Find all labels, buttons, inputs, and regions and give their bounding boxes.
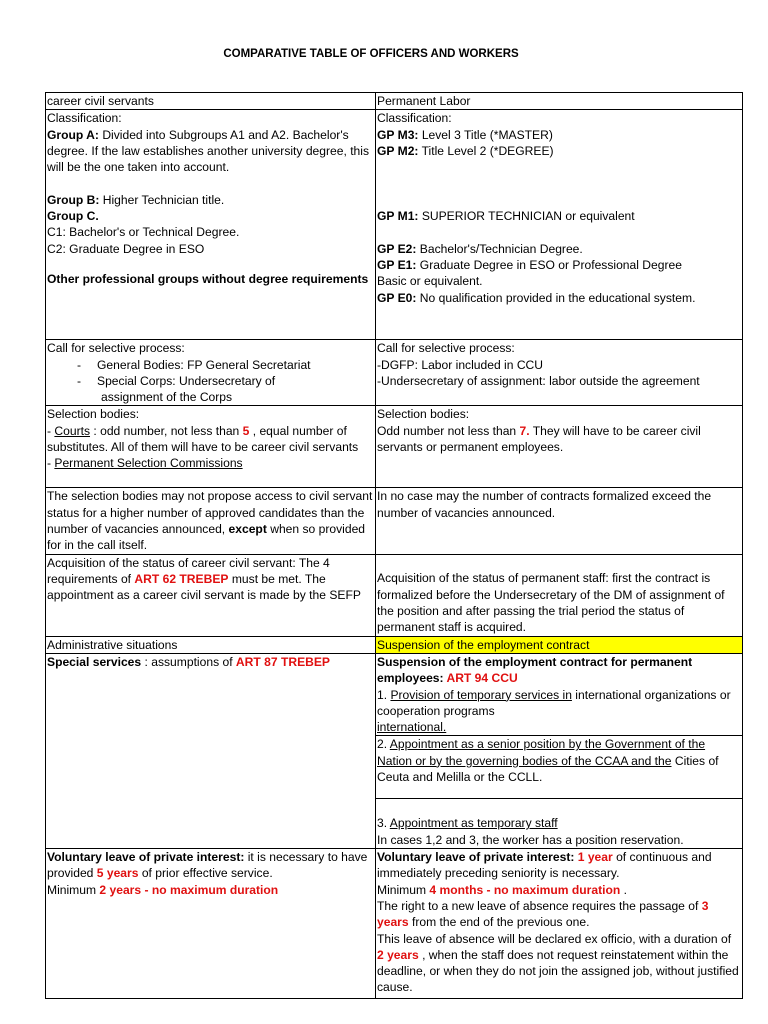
- classification-permanent-labor: [376, 110, 743, 340]
- gp-e2-text: GP E2: Bachelor's/Technician Degree.: [377, 241, 583, 256]
- other-groups-label: Other professional groups without degree requirements: [47, 271, 369, 286]
- call-row: [46, 340, 743, 406]
- courts-label: Courts: [54, 423, 91, 438]
- call-item-special-corps: - Special Corps: Undersecretary of: [77, 373, 276, 388]
- access-permanent-labor: In no case may the number of contracts formalized exceed the number of vacancies announced.: [376, 488, 743, 554]
- group-a-text: Group A: Divided into Subgroups A1 and A2. Bachelor's degree. If the law establishes another university degree, this will be the one taken into account.: [47, 127, 370, 175]
- selection-right-text: Odd number not less than 7. They will have to be career civil servants or permanent employees.: [377, 423, 701, 455]
- leave-new-right: The right to a new leave of absence requires the passage of 3 years from the end of the previous one.: [377, 898, 709, 930]
- c2-text: C2: Graduate Degree in ESO: [47, 241, 205, 256]
- classification-heading-right: Classification:: [377, 111, 452, 126]
- special-permanent-labor: [376, 653, 743, 848]
- call-civil-servants: [46, 340, 376, 406]
- situations-permanent-labor: Suspension of the employment contract: [376, 636, 743, 653]
- gp-e0-text: GP E0: No qualification provided in the educational system.: [377, 290, 696, 305]
- leave-ex-officio: This leave of absence will be declared ex officio, with a duration of 2 years , when the staff does not request reinstatement within the deadline, or when they do not join the assigned job, without justified cause.: [377, 931, 739, 995]
- commissions-text: - Permanent Selection Commissions: [47, 456, 243, 471]
- page-title: COMPARATIVE TABLE OF OFFICERS AND WORKERS: [223, 48, 519, 60]
- group-c-label: Group C.: [47, 209, 99, 224]
- header-permanent-labor: Permanent Labor: [376, 93, 743, 110]
- suspension-item-1: 1. Provision of temporary services in international organizations or cooperation programs: [377, 687, 731, 718]
- suspension-item-3: 3. Appointment as temporary staff In cases 1,2 and 3, the worker has a position reservation.: [376, 798, 742, 848]
- call-heading-right: Call for selective process:: [377, 341, 515, 356]
- selection-heading-right: Selection bodies:: [377, 407, 470, 422]
- call-item-general-bodies: - General Bodies: FP General Secretariat: [77, 357, 311, 372]
- selection-row: [46, 406, 743, 488]
- special-civil-servants: Special services : assumptions of ART 87 TREBEP: [46, 653, 376, 848]
- access-civil-servants: The selection bodies may not propose access to civil servant status for a higher number of approved candidates than the number of vacancies announced, except when so provided for in the call itself.: [46, 488, 376, 554]
- comparison-table: [45, 92, 743, 999]
- call-heading: Call for selective process:: [47, 341, 185, 356]
- c1-text: C1: Bachelor's or Technical Degree.: [47, 225, 240, 240]
- suspension-heading: Suspension of the employment contract for permanent employees: ART 94 CCU: [377, 654, 693, 686]
- situations-civil-servants: Administrative situations: [46, 636, 376, 653]
- call-item-special-corps-cont: assignment of the Corps: [101, 390, 233, 405]
- gp-e1-cont: Basic or equivalent.: [377, 274, 483, 289]
- gp-m1-text: GP M1: SUPERIOR TECHNICIAN or equivalent: [377, 209, 635, 224]
- classification-civil-servants: [46, 110, 376, 340]
- courts-number: 5: [242, 423, 250, 438]
- call-undersecretary: -Undersecretary of assignment: labor outside the agreement: [377, 373, 700, 388]
- acquisition-permanent-labor: Acquisition of the status of permanent staff: first the contract is formalized before the Undersecretary of the DM of assignment of the position and after passing the trial period the status of permanent staff is acquired.: [376, 554, 743, 636]
- selection-permanent-labor: [376, 406, 743, 488]
- gp-m2-text: GP M2: Title Level 2 (*DEGREE): [377, 143, 554, 158]
- call-permanent-labor: [376, 340, 743, 406]
- selection-number: 7.: [519, 423, 530, 438]
- selection-civil-servants: [46, 406, 376, 488]
- courts-text: - Courts : odd number, not less than 5 , equal number of substitutes. All of them will have to be career civil servants: [47, 423, 359, 455]
- gp-e1-text: GP E1: Graduate Degree in ESO or Professional Degree: [377, 257, 682, 272]
- situations-row: [46, 636, 743, 653]
- table-header-row: [46, 93, 743, 110]
- leave-minimum-right: Minimum 4 months - no maximum duration .: [377, 882, 627, 897]
- group-b-text: Group B: Higher Technician title.: [47, 192, 225, 207]
- group-b-label: Group B:: [47, 192, 100, 207]
- gp-m3-text: GP M3: Level 3 Title (*MASTER): [377, 127, 553, 142]
- position-reservation-note: In cases 1,2 and 3, the worker has a position reservation.: [377, 832, 684, 847]
- special-row: [46, 653, 743, 848]
- suspension-item-2: 2. Appointment as a senior position by the Government of the Nation or by the governing bodies of the CCAA and the Cities of Ceuta and Melilla or the CCLL.: [376, 735, 742, 798]
- classification-heading: Classification:: [47, 111, 122, 126]
- acquisition-civil-servants: Acquisition of the status of career civil servant: The 4 requirements of ART 62 TREBEP must be met. The appointment as a career civil servant is made by the SEFP: [46, 554, 376, 636]
- acquisition-row: [46, 554, 743, 636]
- selection-heading: Selection bodies:: [47, 407, 140, 422]
- header-civil-servants: career civil servants: [46, 93, 376, 110]
- suspension-item-1-cont: international.: [377, 720, 447, 735]
- access-row: [46, 488, 743, 554]
- group-a-label: Group A:: [47, 127, 99, 142]
- classification-row: [46, 110, 743, 340]
- leave-permanent-labor: Voluntary leave of private interest: 1 year of continuous and immediately preceding seniority is necessary. Minimum 4 months - no maximum duration . The right to a new leave of absence requires the passage of 3 years from the end of the previous one. This leave of absence will be declared ex officio, with a duration of 2 years , when the staff does not request reinstatement within the deadline, or when they do not join the assigned job, without justified cause.: [376, 849, 743, 999]
- leave-civil-servants: Voluntary leave of private interest: it is necessary to have provided 5 years of prior effective service. Minimum 2 years - no maximum duration: [46, 849, 376, 999]
- leave-minimum: Minimum 2 years - no maximum duration: [47, 882, 279, 897]
- call-dgfp: -DGFP: Labor included in CCU: [377, 357, 544, 372]
- leave-row: [46, 849, 743, 999]
